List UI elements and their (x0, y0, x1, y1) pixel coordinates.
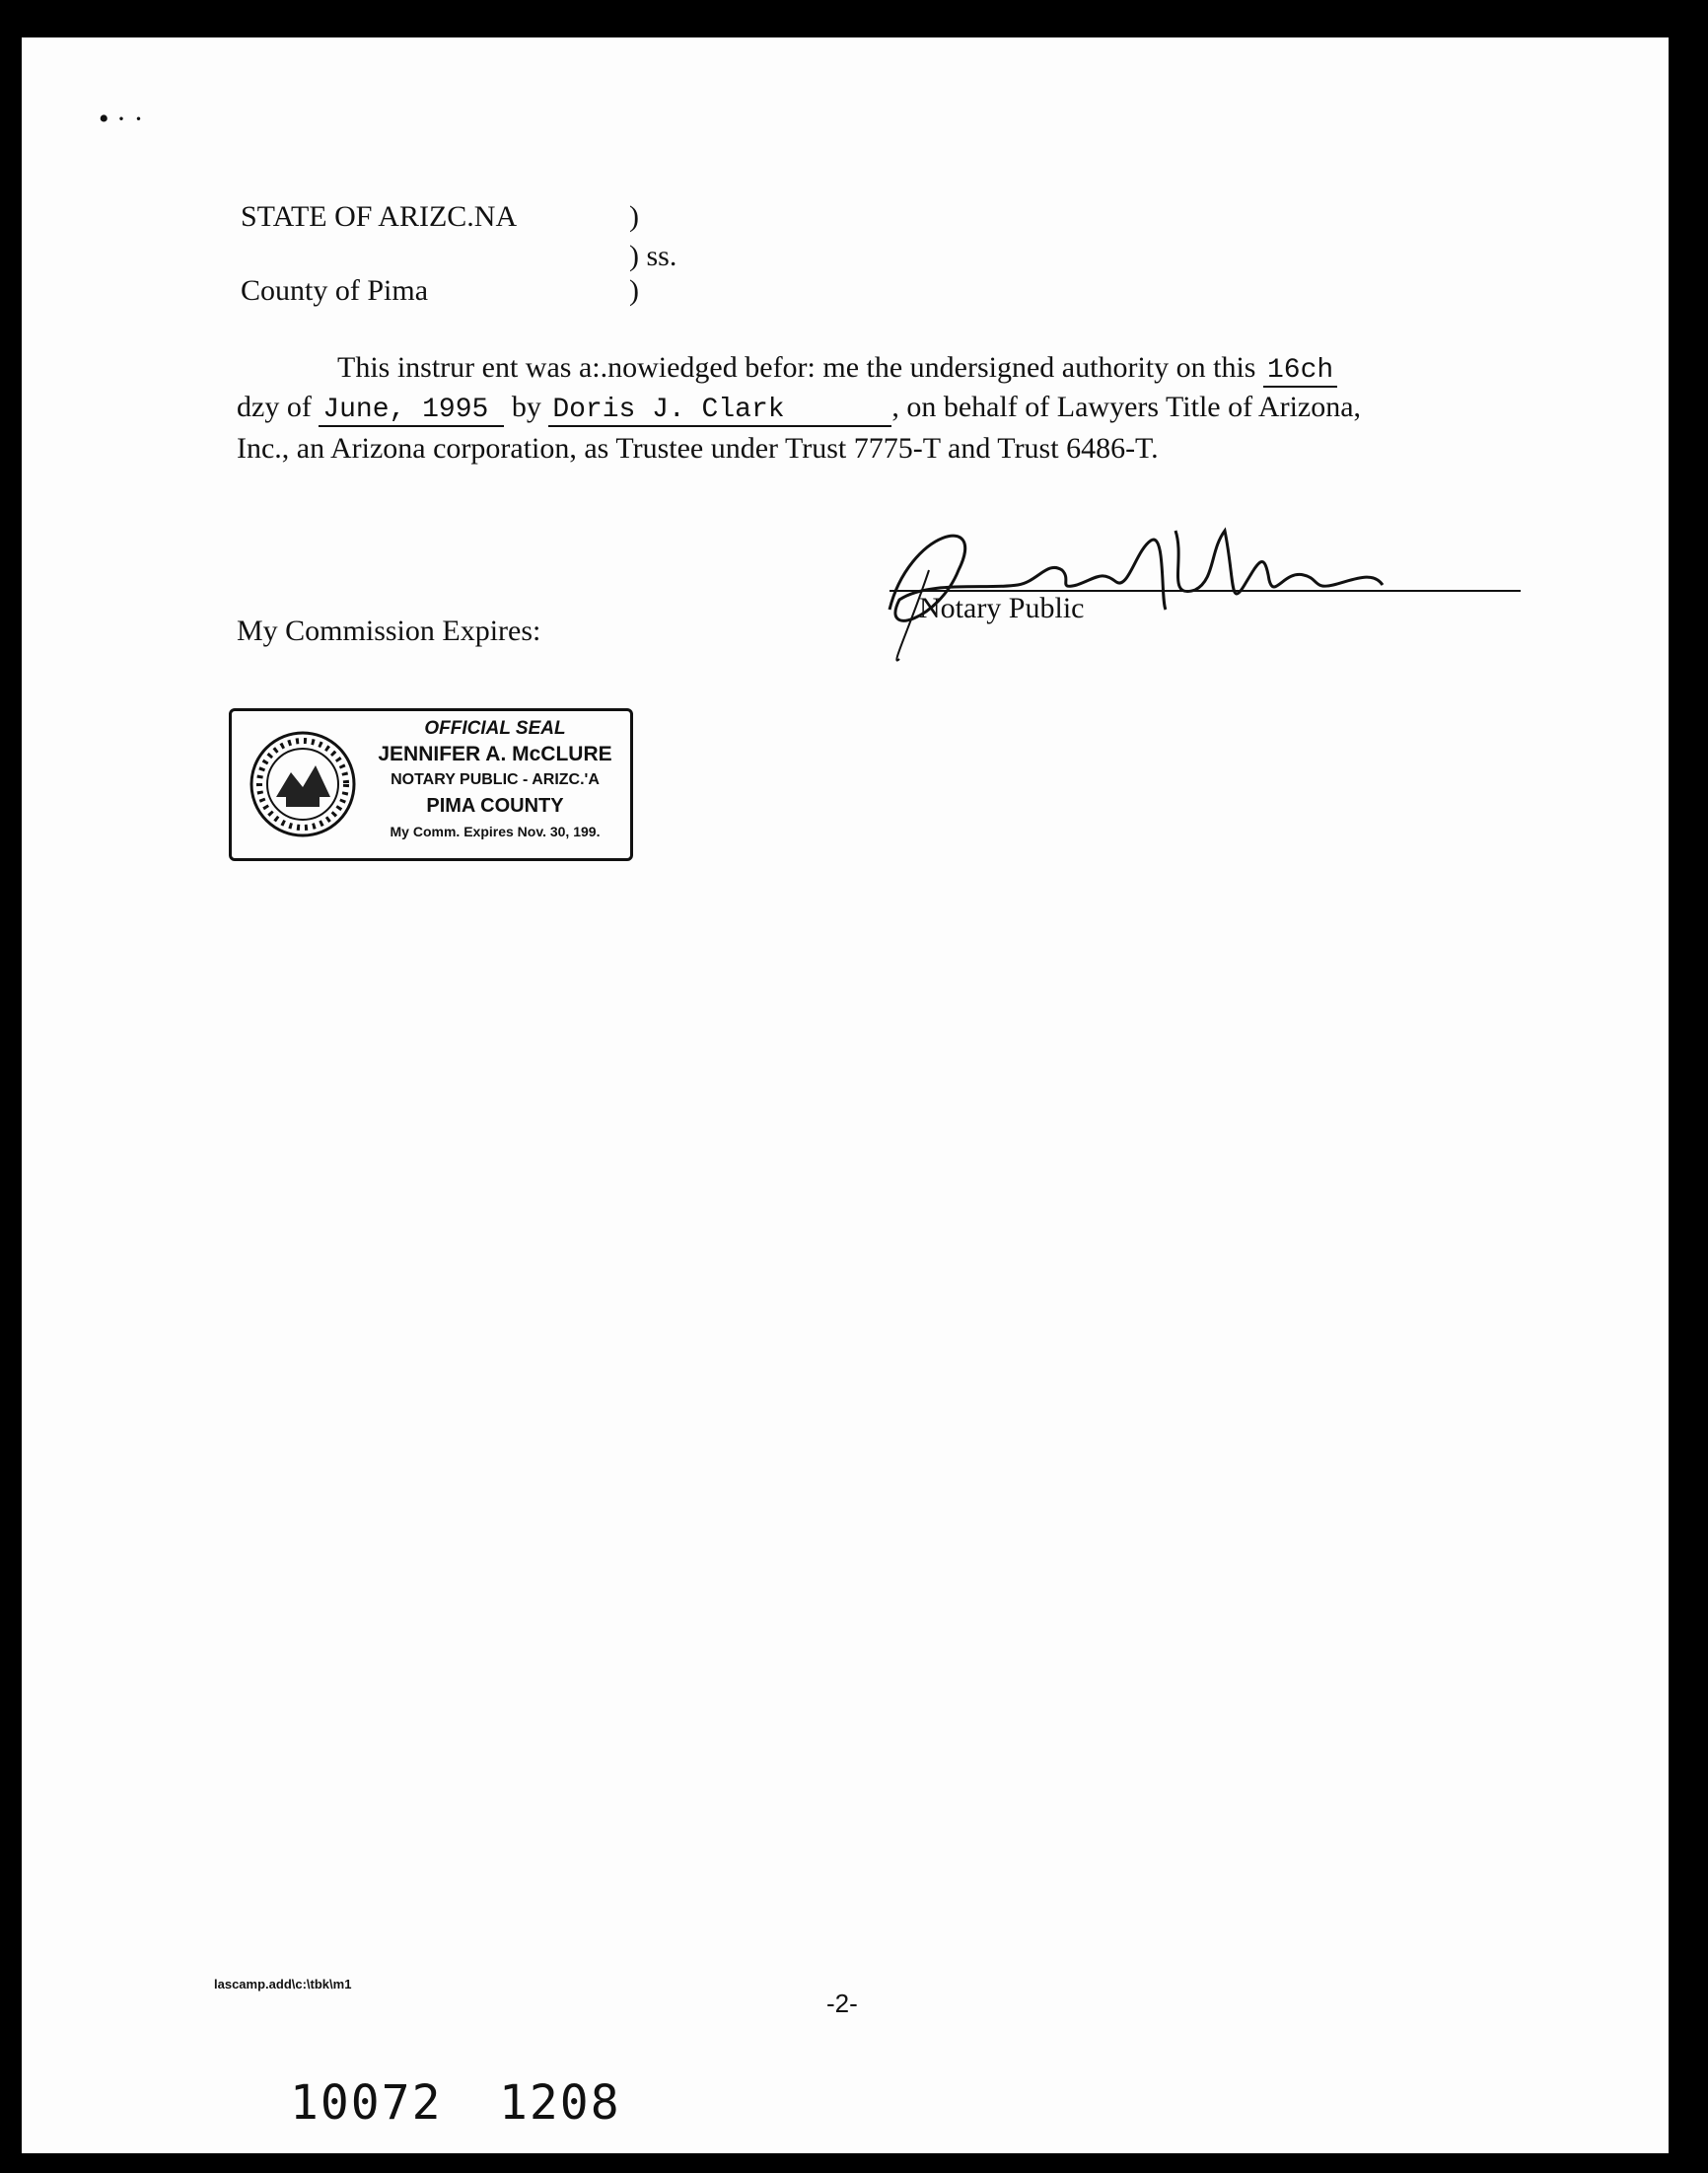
by-label: by (511, 391, 541, 423)
notary-public-label: Notary Public (919, 592, 1085, 624)
acknowledgment-line-3: Inc., an Arizona corporation, as Trustee under Trust 7775-T and Trust 6486-T. (237, 432, 1159, 465)
document-number-right: 1208 (499, 2075, 621, 2131)
official-seal-stamp (229, 708, 633, 861)
day-field: 16ch (1263, 355, 1337, 388)
venue-paren-3: ) (629, 274, 639, 307)
signer-name-field: Doris J. Clark (548, 395, 891, 427)
state-label: STATE OF ARIZC.NA (241, 200, 518, 233)
seal-expiration: My Comm. Expires Nov. 30, 199. (390, 824, 601, 839)
file-path-id: lascamp.add\c:\tbk\m1 (214, 1977, 352, 1992)
page-number: -2- (826, 1989, 858, 2018)
seal-notary-name: JENNIFER A. McCLURE (378, 743, 612, 765)
scan-marks: • · · (99, 103, 144, 135)
acknowledgment-line-2 (237, 391, 1361, 427)
seal-county: PIMA COUNTY (426, 795, 564, 817)
venue-paren-1: ) (629, 200, 639, 233)
acknowledgment-text: This instrur ent was a:.nowiedged befor: me the undersigned authority on this (337, 351, 1256, 384)
date-field: June, 1995 (319, 395, 504, 427)
county-label: County of Pima (241, 274, 429, 307)
document-number-left: 10072 (290, 2075, 443, 2131)
seal-text-block (362, 716, 628, 844)
seal-role: NOTARY PUBLIC - ARIZC.'A (391, 771, 600, 788)
venue-ss: ) ss. (629, 240, 677, 272)
acknowledgment-line-1 (337, 351, 1337, 388)
state-seal-emblem (247, 728, 360, 841)
on-behalf-text: , on behalf of Lawyers Title of Arizona, (891, 391, 1362, 423)
document-page (22, 37, 1669, 2153)
seal-title: OFFICIAL SEAL (424, 718, 566, 739)
commission-expires-label: My Commission Expires: (237, 615, 541, 647)
day-of-label: dzy of (237, 391, 312, 423)
